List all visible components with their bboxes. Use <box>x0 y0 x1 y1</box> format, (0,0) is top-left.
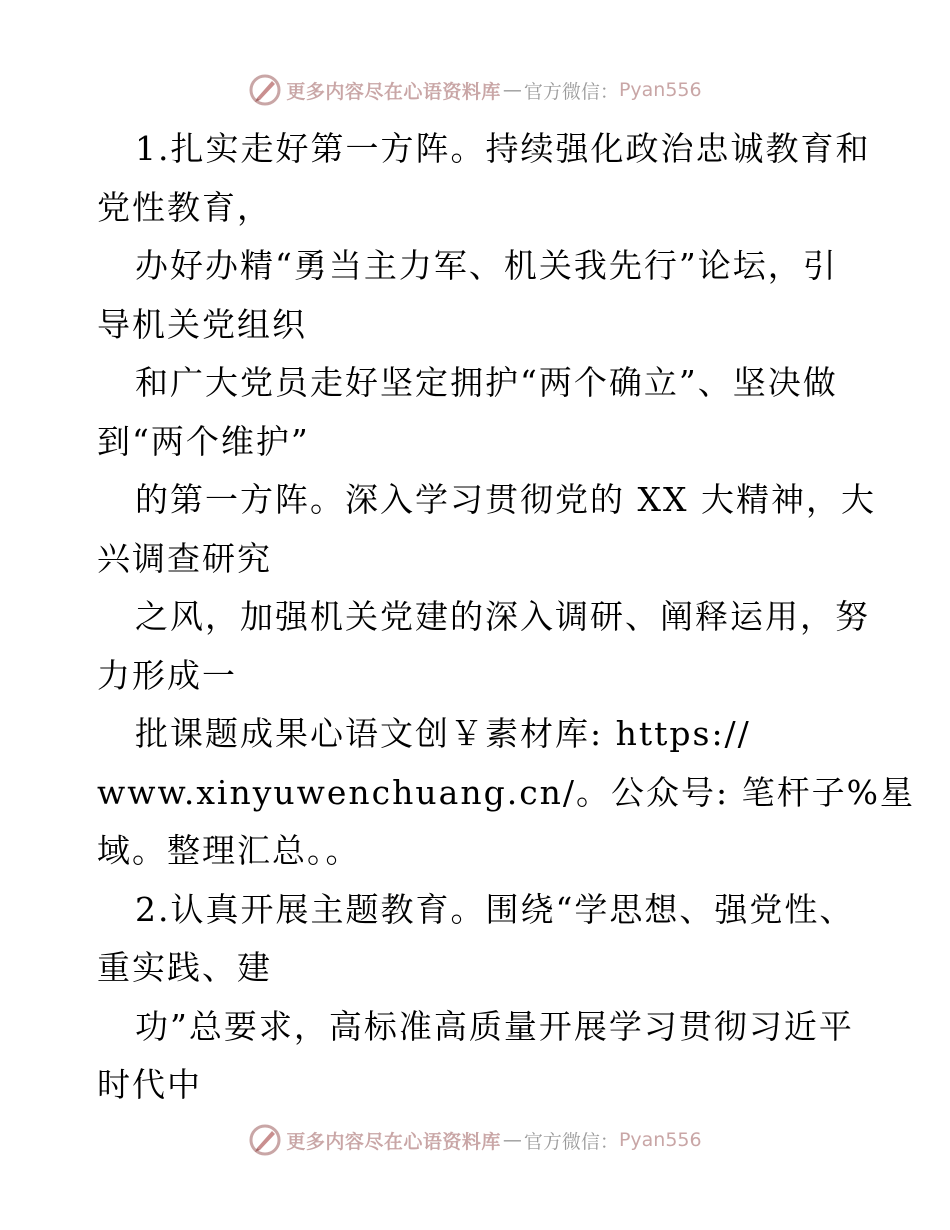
watermark-dash: — <box>502 79 522 101</box>
footer-watermark-banner <box>0 1120 950 1160</box>
doc-line: 到“两个维护” <box>97 421 310 461</box>
doc-line: 之风，加强机关党建的深入调研、阐释运用，努 <box>135 597 870 636</box>
doc-line: 和广大党员走好坚定拥护“两个确立”、坚决做 <box>135 363 838 402</box>
doc-line: 兴调查研究 <box>97 538 272 578</box>
doc-line: 的第一方阵。深入学习贯彻党的 XX 大精神，大 <box>135 480 876 519</box>
document-body <box>97 120 916 1115</box>
doc-line: 导机关党组织 <box>97 304 307 344</box>
watermark-brand-text: 更多内容尽在心语资料库 <box>286 1130 501 1153</box>
doc-line: 时代中 <box>97 1065 202 1104</box>
doc-line: www.xinyuwenchuang.cn/。公众号: 笔杆子%星 <box>97 772 916 812</box>
doc-line: 批课题成果心语文创￥素材库: https:// <box>135 714 751 753</box>
doc-line: 办好办精“勇当主力军、机关我先行”论坛，引 <box>135 246 838 285</box>
doc-line: 重实践、建 <box>97 948 272 987</box>
quill-pen-logo-icon <box>248 1123 282 1157</box>
doc-line: 2.认真开展主题教育。围绕“学思想、强党性、 <box>135 889 855 929</box>
watermark-account-id: Pyan556 <box>618 1129 702 1151</box>
watermark-account-label: 官方微信： <box>523 1130 619 1153</box>
quill-pen-logo-icon <box>248 73 282 107</box>
doc-line: 1.扎实走好第一方阵。持续强化政治忠诚教育和 <box>135 129 871 168</box>
watermark-dash: — <box>502 1129 522 1151</box>
doc-line: 域。整理汇总。。 <box>97 831 361 870</box>
header-watermark-banner <box>0 70 950 110</box>
watermark-account-id: Pyan556 <box>618 79 702 101</box>
watermark-account-label: 官方微信： <box>523 80 619 103</box>
doc-line: 功”总要求，高标准高质量开展学习贯彻习近平 <box>135 1006 854 1046</box>
watermark-brand-text: 更多内容尽在心语资料库 <box>286 80 501 103</box>
doc-line: 力形成一 <box>97 655 237 695</box>
doc-line: 党性教育， <box>97 187 272 227</box>
